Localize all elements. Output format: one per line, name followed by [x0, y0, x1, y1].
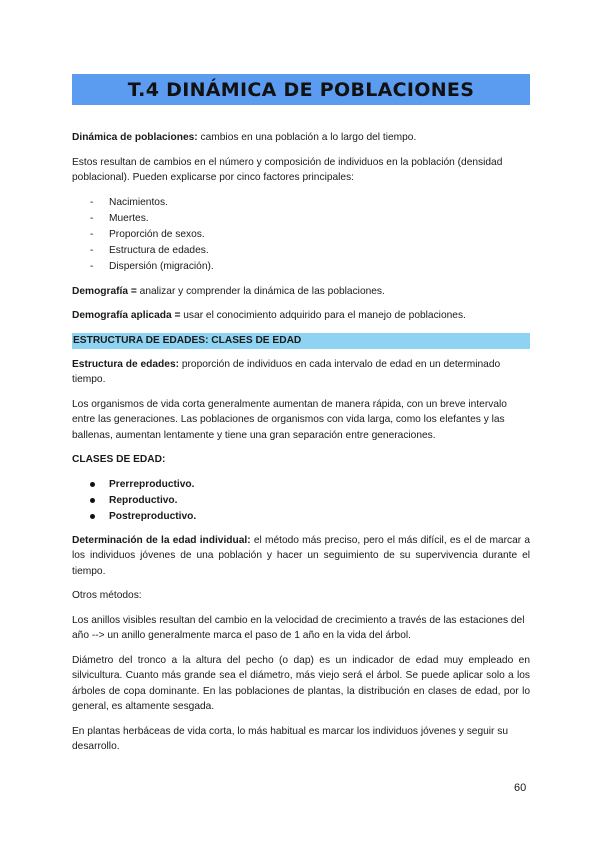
- determinacion-term: Determinación de la edad individual:: [72, 534, 251, 546]
- estructura-term: Estructura de edades:: [72, 358, 180, 370]
- list-item: - Estructura de edades.: [72, 243, 530, 259]
- herbaceas-paragraph: En plantas herbáceas de vida corta, lo más habitual es marcar los individuos jóvenes y seguir su desarrollo.: [72, 725, 509, 752]
- list-item: - Dispersión (migración).: [72, 259, 530, 275]
- demografia-paragraph: [72, 284, 530, 300]
- clases-heading: [72, 452, 530, 468]
- list-item: - Nacimientos.: [72, 195, 530, 211]
- list-item: Reproductivo.: [72, 493, 530, 509]
- demografia-aplicada-paragraph: [72, 308, 530, 324]
- organismos-paragraph: Los organismos de vida corta generalmente aumentan de manera rápida, con un breve intervalo entre las generaciones. Las poblaciones de organismos con vida larga, como los elefantes y las ballenas, aumentan lentamente y tiene una gran separación entre generaciones.: [72, 398, 507, 441]
- definition-paragraph: [72, 130, 530, 146]
- list-item: - Proporción de sexos.: [72, 227, 530, 243]
- list-item: Prerreproductivo.: [72, 477, 530, 493]
- demografia-aplicada-term: Demografía aplicada =: [72, 310, 181, 321]
- determinacion-text: el método más preciso, pero el más difícil, es el de marcar a los individuos jóvenes de una población y hacer un seguimiento de su supervivencia durante el tiempo.: [72, 534, 530, 577]
- clases-list: [72, 477, 530, 525]
- title-banner: [72, 74, 530, 105]
- list-item: - Muertes.: [72, 211, 530, 227]
- determinacion-paragraph: [72, 533, 530, 580]
- section-heading: ESTRUCTURA DE EDADES: CLASES DE EDAD: [72, 333, 530, 349]
- definition-text: cambios en una población a lo largo del tiempo.: [197, 132, 417, 143]
- document-body: [72, 130, 530, 764]
- page-number: 60: [514, 782, 527, 794]
- otros-metodos-label: Otros métodos:: [72, 590, 142, 601]
- factors-paragraph: Estos resultan de cambios en el número y composición de individuos en la población (densidad poblacional). Pueden explicarse por cinco factores principales:: [72, 156, 503, 183]
- diametro-paragraph: Diámetro del tronco a la altura del pecho (o dap) es un indicador de edad muy empleado en silvicultura. Cuanto más grande sea el diámetro, más viejo será el árbol. Se puede aplicar solo a los árboles de copa dominante. En las poblaciones de plantas, la distribución en clases de edad, por lo general, es altamente sesgada.: [72, 654, 530, 712]
- estructura-text: proporción de individuos en cada intervalo de edad en un determinado tiempo.: [72, 358, 501, 385]
- demografia-aplicada-text: usar el conocimiento adquirido para el manejo de poblaciones.: [180, 310, 466, 321]
- definition-term: Dinámica de poblaciones:: [72, 132, 198, 143]
- demografia-term: Demografía =: [72, 285, 137, 297]
- demografia-text: analizar y comprender la dinámica de las poblaciones.: [136, 285, 385, 297]
- list-item: Postreproductivo.: [72, 509, 530, 525]
- anillos-paragraph: Los anillos visibles resultan del cambio en la velocidad de crecimiento a través de las estaciones del año --> un anillo generalmente marca el paso de 1 año en la vida del árbol.: [72, 614, 525, 641]
- factors-list: [72, 195, 530, 275]
- clases-heading-text: CLASES DE EDAD:: [72, 454, 166, 465]
- estructura-paragraph: [72, 357, 530, 388]
- page-title: T.4 DINÁMICA DE POBLACIONES: [127, 78, 475, 101]
